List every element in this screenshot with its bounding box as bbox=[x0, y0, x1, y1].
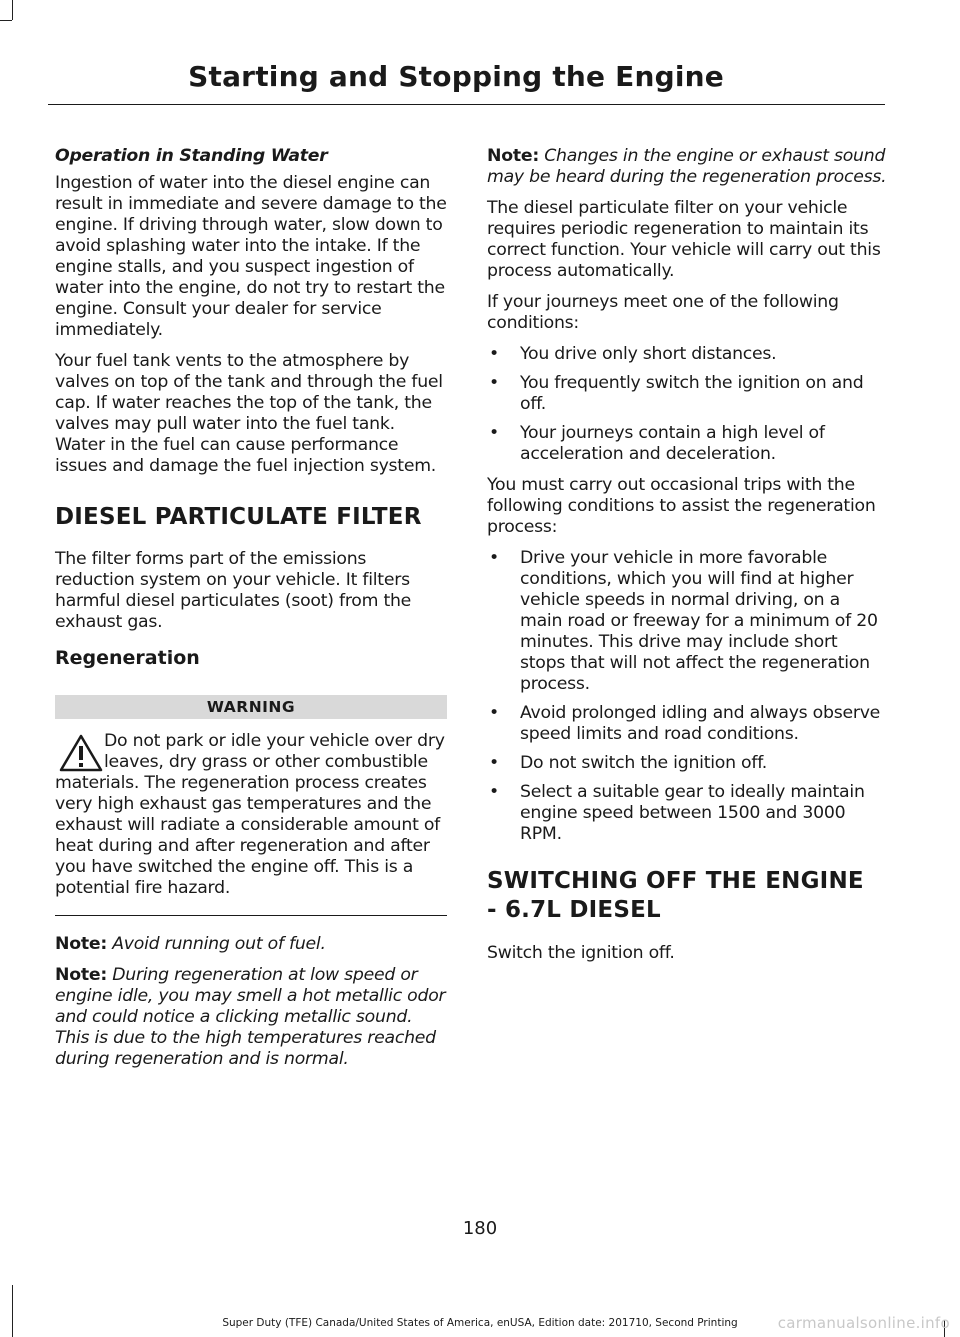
bullet-icon: • bbox=[489, 782, 499, 802]
footer: Super Duty (TFE) Canada/United States of America, enUSA, Edition date: 201710, Second Printing bbox=[222, 1317, 738, 1329]
paragraph: Ingestion of water into the diesel engine can result in immediate and severe damage to the engine. If driving through water, slow down to avoid splashing water into the intake. If the engine stalls, and you suspect ingestion of water into the engine, do not try to restart the engine. Consult your dealer for service immediately. bbox=[55, 173, 447, 340]
bullet-icon: • bbox=[489, 703, 499, 723]
list-item bbox=[487, 423, 887, 465]
section-heading-switching-off bbox=[487, 867, 887, 925]
list-item-text: You frequently switch the ignition on and off. bbox=[520, 373, 864, 414]
warning-divider bbox=[55, 915, 447, 916]
list-item bbox=[487, 703, 887, 745]
warning-box bbox=[55, 695, 447, 916]
note-label: Note: bbox=[55, 965, 107, 985]
trip-conditions-list bbox=[487, 548, 887, 845]
crop-mark bbox=[12, 0, 13, 20]
note bbox=[55, 965, 447, 1070]
note bbox=[487, 146, 887, 188]
bullet-icon: • bbox=[489, 373, 499, 393]
section-heading-dpf: DIESEL PARTICULATE FILTER bbox=[55, 504, 422, 530]
crop-mark bbox=[12, 1285, 13, 1337]
list-item bbox=[487, 782, 887, 845]
conditions-list bbox=[487, 344, 887, 465]
warning-triangle-icon bbox=[58, 733, 104, 773]
watermark: carmanualsonline.info bbox=[777, 1314, 950, 1332]
note bbox=[55, 934, 447, 955]
list-item-text: Do not switch the ignition off. bbox=[520, 753, 768, 773]
list-item bbox=[487, 344, 887, 365]
standing-water-heading: Operation in Standing Water bbox=[55, 146, 328, 166]
page-number: 180 bbox=[462, 1218, 498, 1239]
note-label: Note: bbox=[487, 146, 539, 166]
list-item bbox=[487, 548, 887, 695]
paragraph: The diesel particulate filter on your vehicle requires periodic regeneration to maintain its correct function. Your vehicle will carry out this process automatically. bbox=[487, 198, 881, 281]
bullet-icon: • bbox=[489, 753, 499, 773]
note-text: Changes in the engine or exhaust sound may be heard during the regeneration process. bbox=[487, 146, 887, 187]
regeneration-heading: Regeneration bbox=[55, 647, 200, 669]
paragraph: You must carry out occasional trips with the following conditions to assist the regeneration process: bbox=[487, 475, 876, 537]
header-divider bbox=[48, 104, 885, 105]
bullet-icon: • bbox=[489, 548, 499, 568]
note-text: During regeneration at low speed or engine idle, you may smell a hot metallic odor and could notice a clicking metallic sound. This is due to the high temperatures reached during regeneration and is normal. bbox=[55, 965, 446, 1069]
list-item-text: Your journeys contain a high level of acceleration and deceleration. bbox=[520, 423, 825, 464]
warning-label: WARNING bbox=[55, 695, 447, 719]
left-column bbox=[55, 146, 447, 1080]
list-item-text: Avoid prolonged idling and always observe speed limits and road conditions. bbox=[520, 703, 881, 744]
paragraph: The filter forms part of the emissions reduction system on your vehicle. It filters harmful diesel particulates (soot) from the exhaust gas. bbox=[55, 549, 412, 632]
crop-mark bbox=[0, 20, 12, 21]
paragraph: If your journeys meet one of the following conditions: bbox=[487, 292, 839, 333]
paragraph: Switch the ignition off. bbox=[487, 943, 675, 963]
bullet-icon: • bbox=[489, 344, 499, 364]
note-text: Avoid running out of fuel. bbox=[112, 934, 326, 954]
warning-text: Do not park or idle your vehicle over dry leaves, dry grass or other combustible materials. The regeneration process creates very high exhaust gas temperatures and the exhaust will radiate a considerable amount of heat during and after regeneration and after you have switched the engine off. This is a potential fire hazard. bbox=[55, 731, 445, 898]
paragraph: Your fuel tank vents to the atmosphere by valves on top of the tank and through the fuel cap. If water reaches the top of the tank, the valves may pull water into the fuel tank. Water in the fuel can cause performance issues and damage the fuel injection system. bbox=[55, 351, 443, 476]
right-column bbox=[487, 146, 887, 974]
warning-body bbox=[55, 731, 447, 899]
list-item-text: Select a suitable gear to ideally maintain engine speed between 1500 and 3000 RPM. bbox=[520, 782, 865, 844]
bullet-icon: • bbox=[489, 423, 499, 443]
list-item-text: Drive your vehicle in more favorable conditions, which you will find at higher vehicle speeds in normal driving, on a main road or freeway for a minimum of 20 minutes. This drive may include short stops that will not affect the regeneration process. bbox=[520, 548, 878, 694]
heading-line: SWITCHING OFF THE ENGINE bbox=[487, 868, 864, 894]
list-item-text: You drive only short distances. bbox=[520, 344, 777, 364]
list-item bbox=[487, 373, 887, 415]
heading-line: - 6.7L DIESEL bbox=[487, 897, 661, 923]
list-item bbox=[487, 753, 887, 774]
note-label: Note: bbox=[55, 934, 107, 954]
page-title: Starting and Stopping the Engine bbox=[188, 60, 724, 93]
